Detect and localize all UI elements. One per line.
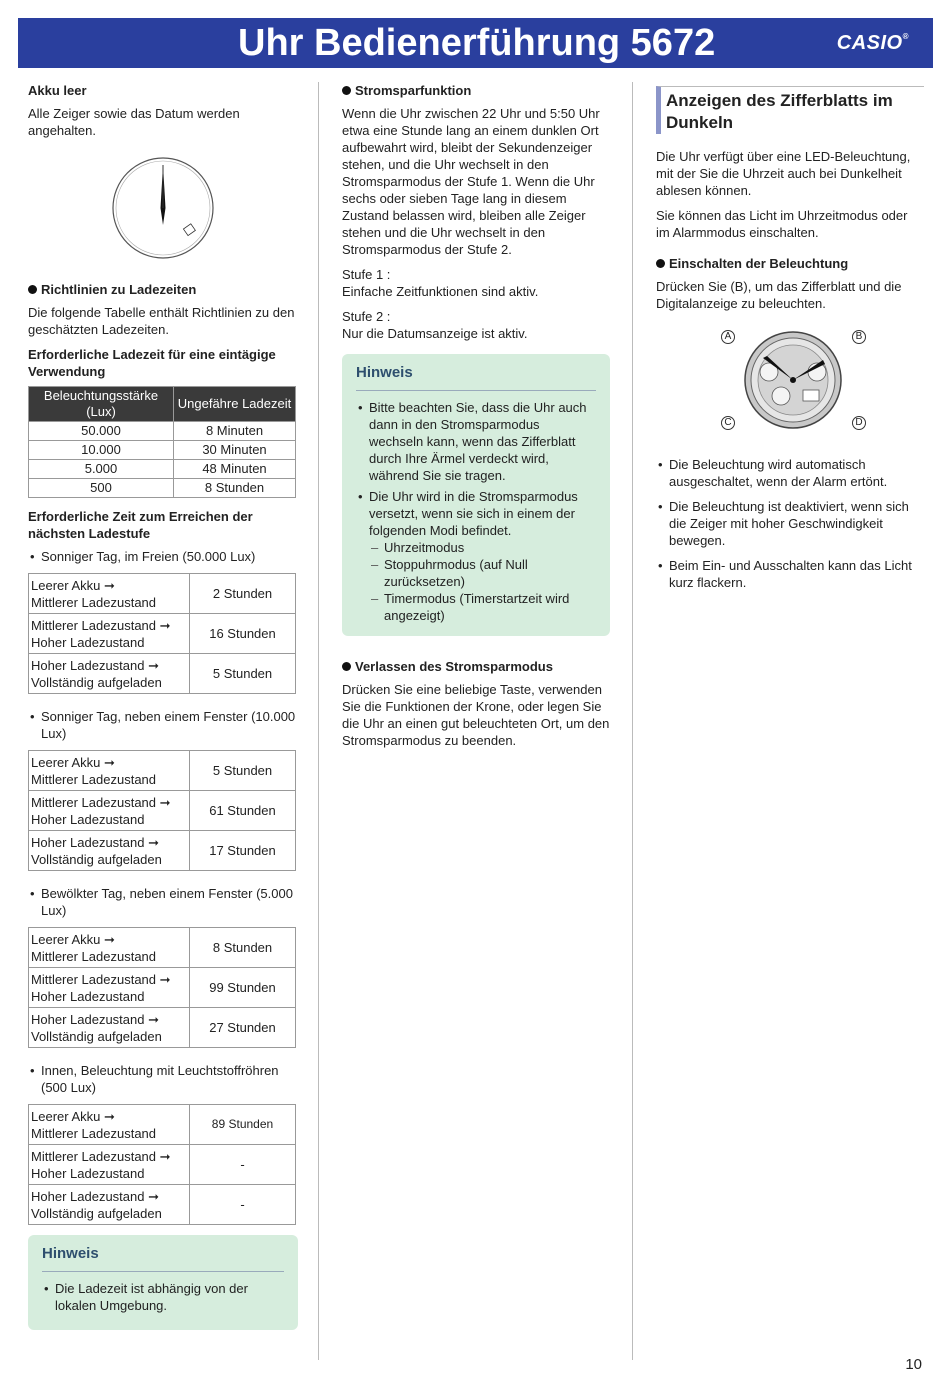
time-cell: 5 Stunden [190,654,296,694]
table-row [29,968,296,1008]
lux-cell: 50.000 [29,422,174,441]
time-cell: 30 Minuten [174,441,296,460]
stage-cell [29,1008,190,1048]
charge-guide-text: Die folgende Tabelle enthält Richtlinien zu den geschätzten Ladezeiten. [28,305,295,337]
section-title: Anzeigen des Zifferblatts im Dunkeln [656,86,924,134]
time-cell: 99 Stunden [190,968,296,1008]
table-row [29,574,296,614]
time-cell: 89 Stunden [190,1105,296,1145]
stage-to: Hoher Ladezustand [31,811,145,827]
stage-to: Mittlerer Ladezustand [31,594,157,610]
time-cell: 2 Stunden [190,574,296,614]
lux-header: Beleuchtungsstärke (Lux) [29,387,174,422]
next-level-title: Erforderliche Zeit zum Erreichen der nächsten Ladestufe [28,509,253,541]
casio-logo [837,32,909,55]
one-day-title: Erforderliche Ladezeit für eine eintägige Verwendung [28,347,276,379]
table-row [29,460,296,479]
intro-text: Die Uhr verfügt über eine LED-Beleuchtung, mit der Sie die Uhrzeit auch bei Dunkelheit ablesen können. [656,149,911,198]
stage-to: Hoher Ladezustand [31,634,145,650]
lux-cell: 10.000 [29,441,174,460]
battery-empty-text: Alle Zeiger sowie das Datum werden angehalten. [28,106,240,138]
stage-cell [29,1105,190,1145]
stage-to: Vollständig aufgeladen [31,674,162,690]
table-row [29,1145,296,1185]
exit-power-saving-title: Verlassen des Stromsparmodus [342,658,610,675]
watch-stopped-illustration [28,153,298,267]
stage-from: Mittlerer Ladezustand ➞ [31,1148,171,1164]
stage1-text: Einfache Zeitfunktionen sind aktiv. [342,284,539,299]
note-title: Hinweis [42,1245,284,1272]
table-row [29,614,296,654]
note-item: • Bitte beachten Sie, dass die Uhr auch dann in den Stromsparmodus wechseln kann, wenn das Zifferblatt durch Ihre Ärmel verdeckt wird, während Sie sie tragen. [356,399,596,484]
time-cell: 8 Minuten [174,422,296,441]
stage-from: Leerer Akku ➞ [31,577,115,593]
light-note-item: • Beim Ein- und Ausschalten kann das Licht kurz flackern. [656,557,924,591]
time-cell: 16 Stunden [190,614,296,654]
stage2-label: Stufe 2 : [342,309,391,324]
mode-item: – Uhrzeitmodus [356,539,596,556]
stage-to: Vollständig aufgeladen [31,851,162,867]
stage-cell [29,1145,190,1185]
table-row [29,441,296,460]
condition-label: • Innen, Beleuchtung mit Leuchtstoffröhren (500 Lux) [28,1062,298,1096]
logo-text: CASIO [836,32,903,54]
watch-chronograph-icon [721,330,866,430]
stage-from: Hoher Ladezustand ➞ [31,834,159,850]
column-2 [342,82,610,757]
time-header: Ungefähre Ladezeit [174,387,296,422]
stage-cell [29,1185,190,1225]
lux-cell: 5.000 [29,460,174,479]
page-title: Uhr Bedienerführung 5672 [238,22,716,64]
stage2-text: Nur die Datumsanzeige ist aktiv. [342,326,528,341]
lux-cell: 500 [29,479,174,498]
stage-to: Vollständig aufgeladen [31,1028,162,1044]
stage-cell [29,968,190,1008]
column-3 [656,82,924,595]
stage-from: Hoher Ladezustand ➞ [31,1188,159,1204]
light-title: Einschalten der Beleuchtung [656,255,924,272]
stage-from: Leerer Akku ➞ [31,1108,115,1124]
stage-from: Leerer Akku ➞ [31,931,115,947]
exit-power-saving-text: Drücken Sie eine beliebige Taste, verwenden Sie die Funktionen der Krone, oder legen Sie die Uhr an einen gut beleuchteten Ort, um den Stromsparmodus zu beenden. [342,682,610,748]
power-saving-title: Stromsparfunktion [342,82,610,99]
button-c-label: C [721,416,735,430]
condition-label: • Sonniger Tag, neben einem Fenster (10.000 Lux) [28,708,298,742]
stage-to: Mittlerer Ladezustand [31,1125,157,1141]
stage-cell [29,791,190,831]
table-row [29,1105,296,1145]
charge-time-table [28,573,296,694]
table-row [29,654,296,694]
page-header [18,18,933,68]
time-cell: 8 Stunden [190,928,296,968]
note-box [342,354,610,636]
charge-time-table [28,927,296,1048]
note-title: Hinweis [356,364,596,391]
table-row [29,479,296,498]
light-note-item: • Die Beleuchtung wird automatisch ausgeschaltet, wenn der Alarm ertönt. [656,456,924,490]
table-row [29,831,296,871]
button-b-label: B [852,330,866,344]
button-a-label: A [721,330,735,344]
mode-item: – Timermodus (Timerstartzeit wird angezeigt) [356,590,596,624]
note-item: • Die Uhr wird in die Stromsparmodus versetzt, wenn sie sich in einem der folgenden Modi befindet. [356,488,596,539]
stage-cell [29,614,190,654]
stage-from: Hoher Ladezustand ➞ [31,657,159,673]
time-cell: 8 Stunden [174,479,296,498]
time-cell: - [190,1145,296,1185]
watch-buttons-illustration [721,330,866,430]
stage1-label: Stufe 1 : [342,267,391,282]
stage-to: Vollständig aufgeladen [31,1205,162,1221]
stage-to: Hoher Ladezustand [31,988,145,1004]
stage-cell [29,928,190,968]
stage-from: Mittlerer Ladezustand ➞ [31,794,171,810]
button-d-label: D [852,416,866,430]
logo-registered: ® [902,32,909,41]
condition-label: • Bewölkter Tag, neben einem Fenster (5.000 Lux) [28,885,298,919]
lux-table [28,386,296,498]
column-divider [318,82,319,1360]
mode-item: – Stoppuhrmodus (auf Null zurücksetzen) [356,556,596,590]
charge-time-table [28,750,296,871]
stage-to: Hoher Ladezustand [31,1165,145,1181]
charge-time-table [28,1104,296,1225]
stage-cell [29,654,190,694]
table-row [29,1185,296,1225]
light-text: Drücken Sie (B), um das Zifferblatt und die Digitalanzeige zu beleuchten. [656,279,902,311]
time-cell: 17 Stunden [190,831,296,871]
table-row [29,751,296,791]
time-cell: 48 Minuten [174,460,296,479]
table-row [29,791,296,831]
stage-to: Mittlerer Ladezustand [31,948,157,964]
watch-face-icon [108,153,218,263]
column-divider [632,82,633,1360]
table-row [29,1008,296,1048]
time-cell: 27 Stunden [190,1008,296,1048]
time-cell: 61 Stunden [190,791,296,831]
time-cell: 5 Stunden [190,751,296,791]
condition-label: • Sonniger Tag, im Freien (50.000 Lux) [28,548,298,565]
light-note-item: • Die Beleuchtung ist deaktiviert, wenn sich die Zeiger mit hoher Geschwindigkeit bewegen. [656,498,924,549]
page-number: 10 [905,1356,922,1373]
stage-from: Leerer Akku ➞ [31,754,115,770]
power-saving-text: Wenn die Uhr zwischen 22 Uhr und 5:50 Uhr etwa eine Stunde lang an einem dunklen Ort aufbewahrt wird, bleibt der Sekundenzeiger stehen, und die Uhr wechselt in den Stromsparmodus der Stufe 1. Wenn die Uhr sechs oder sieben Tage lang in diesem Zustand belassen wird, bleiben alle Zeiger stehen und die Uhr wechselt in den Stromsparmodus der Stufe 2. [342,106,600,257]
stage-from: Hoher Ladezustand ➞ [31,1011,159,1027]
stage-cell [29,574,190,614]
time-cell: - [190,1185,296,1225]
stage-to: Mittlerer Ladezustand [31,771,157,787]
intro-text: Sie können das Licht im Uhrzeitmodus oder im Alarmmodus einschalten. [656,208,908,240]
stage-from: Mittlerer Ladezustand ➞ [31,971,171,987]
battery-empty-title: Akku leer [28,83,87,98]
charge-guide-title: Richtlinien zu Ladezeiten [28,281,298,298]
note-box [28,1235,298,1330]
table-row [29,928,296,968]
stage-cell [29,751,190,791]
stage-from: Mittlerer Ladezustand ➞ [31,617,171,633]
stage-cell [29,831,190,871]
column-1 [28,82,298,1330]
table-row [29,422,296,441]
note-item: • Die Ladezeit ist abhängig von der lokalen Umgebung. [42,1280,284,1314]
